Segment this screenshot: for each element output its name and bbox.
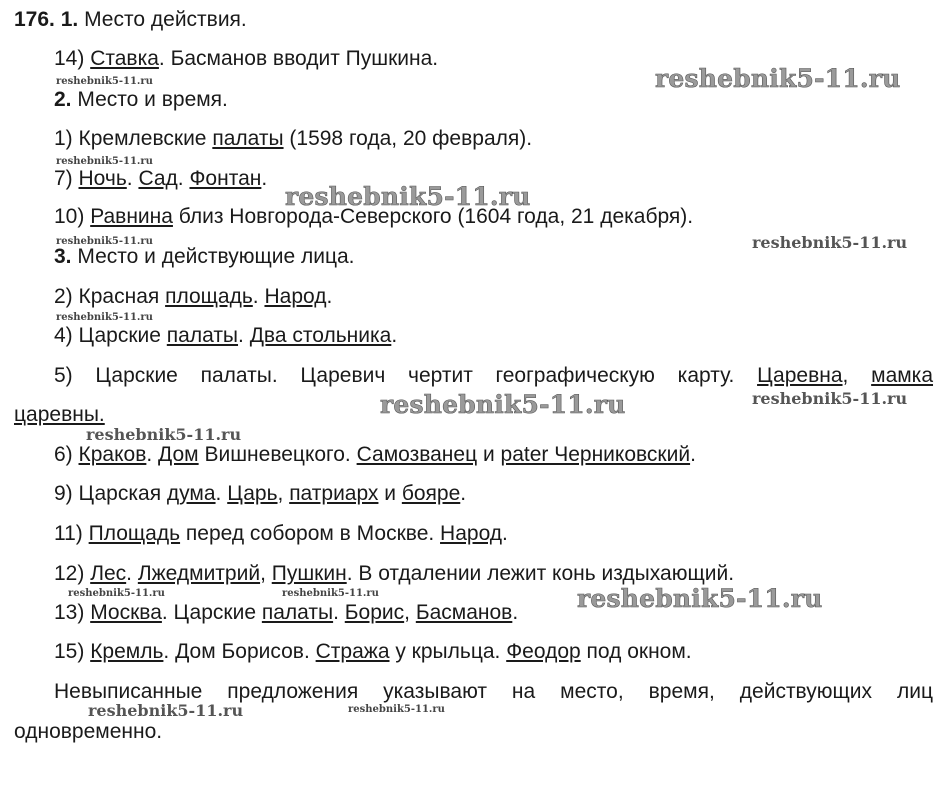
watermark: reshebnik5-11.ru — [56, 312, 153, 323]
watermark: reshebnik5-11.ru — [752, 389, 908, 408]
watermark: reshebnik5-11.ru — [56, 76, 153, 87]
watermark: reshebnik5-11.ru — [655, 64, 901, 93]
watermark: reshebnik5-11.ru — [380, 390, 626, 419]
watermark: reshebnik5-11.ru — [86, 425, 242, 444]
scene-12: 12) Лес. Лжедмитрий, Пушкин. В отдалении лежит конь издыхающий. — [54, 562, 735, 585]
part-2-header — [54, 88, 228, 112]
scene-6: 6) Краков. Дом Вишневецкого. Самозванец и pater Черниковский. — [54, 443, 696, 466]
watermark: reshebnik5-11.ru — [68, 588, 165, 599]
watermark: reshebnik5-11.ru — [752, 233, 908, 252]
watermark: reshebnik5-11.ru — [88, 701, 244, 720]
scene-11: 11) Площадь перед собором в Москве. Народ. — [54, 522, 508, 545]
scene-9: 9) Царская дума. Царь, патриарх и бояре. — [54, 482, 467, 505]
scene-10: 10) Равнина близ Новгорода-Северского (1604 года, 21 декабря). — [54, 205, 694, 228]
task-header — [14, 8, 247, 32]
watermark: reshebnik5-11.ru — [56, 156, 153, 167]
scene-4: 4) Царские палаты. Два стольника. — [54, 324, 398, 347]
scene-5-continued: царевны. — [14, 403, 105, 426]
part-title: Место действия. — [84, 8, 247, 31]
part-3-header — [54, 245, 355, 269]
part-number: 3. — [54, 245, 72, 268]
scene-7: 7) Ночь. Сад. Фонтан. — [54, 167, 268, 190]
conclusion-continued: одновременно. — [14, 720, 163, 743]
scene-5: 5) Царские палаты. Царевич чертит географическую карту. Царевна, мамка — [54, 364, 934, 387]
part-number: 2. — [54, 88, 72, 111]
watermark: reshebnik5-11.ru — [56, 236, 153, 247]
conclusion: Невыписанные предложения указывают на место, время, действующих лиц — [54, 680, 933, 703]
scene-15: 15) Кремль. Дом Борисов. Стража у крыльца. Феодор под окном. — [54, 640, 692, 663]
watermark: reshebnik5-11.ru — [282, 588, 379, 599]
scene-14: 14) Ставка. Басманов вводит Пушкина. — [54, 47, 439, 70]
scene-2: 2) Красная площадь. Народ. — [54, 285, 333, 308]
part-title: Место и действующие лица. — [77, 245, 355, 268]
watermark: reshebnik5-11.ru — [348, 704, 445, 715]
watermark: reshebnik5-11.ru — [577, 584, 823, 613]
scene-1: 1) Кремлевские палаты (1598 года, 20 февраля). — [54, 127, 533, 150]
part-title: Место и время. — [77, 88, 228, 111]
task-number: 176. — [14, 8, 55, 31]
part-number: 1. — [60, 8, 79, 31]
watermark: reshebnik5-11.ru — [285, 182, 531, 211]
scene-13: 13) Москва. Царские палаты. Борис, Басманов. — [54, 601, 519, 624]
